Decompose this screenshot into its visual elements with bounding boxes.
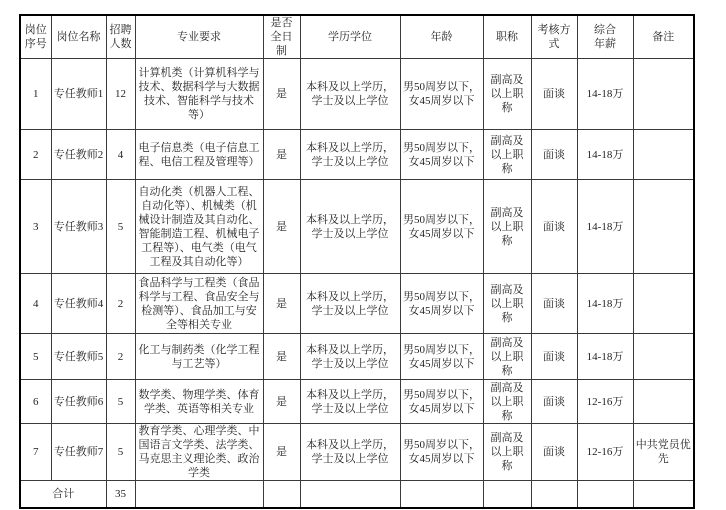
cell-method: 面谈 bbox=[531, 380, 577, 424]
cell-total-label: 合计 bbox=[20, 481, 106, 508]
header-salary bbox=[577, 15, 633, 59]
cell-headcount: 5 bbox=[106, 180, 135, 274]
cell-headcount: 2 bbox=[106, 274, 135, 334]
cell-headcount: 12 bbox=[106, 59, 135, 130]
total-row bbox=[20, 481, 694, 508]
cell-post-no: 4 bbox=[20, 274, 51, 334]
cell-title: 副高及以上职称 bbox=[483, 274, 531, 334]
cell-post-name: 专任教师6 bbox=[51, 380, 106, 424]
cell-major: 自动化类（机器人工程、自动化等）、机械类（机械设计制造及其自动化、智能制造工程、机械电子工程等）、电气类（电气工程及其自动化等） bbox=[135, 180, 263, 274]
cell-headcount: 4 bbox=[106, 130, 135, 180]
cell-degree: 本科及以上学历，学士及以上学位 bbox=[300, 424, 400, 481]
cell-note bbox=[633, 59, 694, 130]
header-title: 职称 bbox=[483, 15, 531, 59]
cell-empty bbox=[135, 481, 263, 508]
cell-post-no: 3 bbox=[20, 180, 51, 274]
cell-empty bbox=[300, 481, 400, 508]
cell-age: 男50周岁以下，女45周岁以下 bbox=[400, 380, 483, 424]
cell-title: 副高及以上职称 bbox=[483, 380, 531, 424]
cell-age: 男50周岁以下，女45周岁以下 bbox=[400, 334, 483, 380]
cell-title: 副高及以上职称 bbox=[483, 180, 531, 274]
cell-note bbox=[633, 130, 694, 180]
header-age: 年龄 bbox=[400, 15, 483, 59]
cell-salary: 14-18万 bbox=[577, 180, 633, 274]
cell-post-no: 7 bbox=[20, 424, 51, 481]
cell-fulltime: 是 bbox=[263, 180, 300, 274]
cell-age: 男50周岁以下，女45周岁以下 bbox=[400, 274, 483, 334]
table-row bbox=[20, 130, 694, 180]
cell-post-name: 专任教师4 bbox=[51, 274, 106, 334]
cell-empty bbox=[400, 481, 483, 508]
cell-post-no: 6 bbox=[20, 380, 51, 424]
cell-empty bbox=[483, 481, 531, 508]
cell-post-no: 1 bbox=[20, 59, 51, 130]
cell-title: 副高及以上职称 bbox=[483, 130, 531, 180]
cell-fulltime: 是 bbox=[263, 130, 300, 180]
cell-empty bbox=[577, 481, 633, 508]
cell-empty bbox=[633, 481, 694, 508]
cell-major: 教育学类、心理学类、中国语言文学类、法学类、马克思主义理论类、政治学类 bbox=[135, 424, 263, 481]
table-row bbox=[20, 59, 694, 130]
cell-salary: 14-18万 bbox=[577, 59, 633, 130]
cell-method: 面谈 bbox=[531, 59, 577, 130]
header-salary-label: 综合年薪 bbox=[594, 24, 616, 50]
cell-age: 男50周岁以下，女45周岁以下 bbox=[400, 180, 483, 274]
cell-empty bbox=[263, 481, 300, 508]
cell-major: 计算机类（计算机科学与技术、数据科学与大数据技术、智能科学与技术等） bbox=[135, 59, 263, 130]
cell-method: 面谈 bbox=[531, 180, 577, 274]
cell-degree: 本科及以上学历，学士及以上学位 bbox=[300, 59, 400, 130]
cell-method: 面谈 bbox=[531, 274, 577, 334]
cell-major: 化工与制药类（化学工程与工艺等） bbox=[135, 334, 263, 380]
header-row bbox=[20, 15, 694, 59]
cell-degree: 本科及以上学历，学士及以上学位 bbox=[300, 334, 400, 380]
cell-salary: 14-18万 bbox=[577, 274, 633, 334]
cell-post-no: 2 bbox=[20, 130, 51, 180]
cell-title: 副高及以上职称 bbox=[483, 59, 531, 130]
table-row bbox=[20, 334, 694, 380]
cell-empty bbox=[531, 481, 577, 508]
cell-fulltime: 是 bbox=[263, 59, 300, 130]
header-post-no: 岗位序号 bbox=[20, 15, 51, 59]
cell-post-name: 专任教师7 bbox=[51, 424, 106, 481]
table-row bbox=[20, 180, 694, 274]
cell-major: 食品科学与工程类（食品科学与工程、食品安全与检测等）、食品加工与安全等相关专业 bbox=[135, 274, 263, 334]
cell-note bbox=[633, 180, 694, 274]
cell-age: 男50周岁以下，女45周岁以下 bbox=[400, 424, 483, 481]
cell-post-name: 专任教师2 bbox=[51, 130, 106, 180]
table-row bbox=[20, 380, 694, 424]
cell-post-name: 专任教师1 bbox=[51, 59, 106, 130]
table-row bbox=[20, 274, 694, 334]
cell-method: 面谈 bbox=[531, 334, 577, 380]
cell-title: 副高及以上职称 bbox=[483, 424, 531, 481]
header-method: 考核方式 bbox=[531, 15, 577, 59]
cell-degree: 本科及以上学历，学士及以上学位 bbox=[300, 130, 400, 180]
table-row bbox=[20, 424, 694, 481]
cell-salary: 12-16万 bbox=[577, 380, 633, 424]
cell-post-no: 5 bbox=[20, 334, 51, 380]
header-headcount: 招聘人数 bbox=[106, 15, 135, 59]
cell-degree: 本科及以上学历，学士及以上学位 bbox=[300, 380, 400, 424]
cell-degree: 本科及以上学历，学士及以上学位 bbox=[300, 180, 400, 274]
cell-method: 面谈 bbox=[531, 130, 577, 180]
header-major: 专业要求 bbox=[135, 15, 263, 59]
cell-fulltime: 是 bbox=[263, 424, 300, 481]
cell-degree: 本科及以上学历，学士及以上学位 bbox=[300, 274, 400, 334]
cell-total-count: 35 bbox=[106, 481, 135, 508]
header-fulltime: 是否全日制 bbox=[263, 15, 300, 59]
recruitment-table bbox=[19, 14, 695, 509]
cell-age: 男50周岁以下，女45周岁以下 bbox=[400, 130, 483, 180]
cell-note bbox=[633, 334, 694, 380]
cell-salary: 12-16万 bbox=[577, 424, 633, 481]
header-note: 备注 bbox=[633, 15, 694, 59]
cell-fulltime: 是 bbox=[263, 334, 300, 380]
header-post-name: 岗位名称 bbox=[51, 15, 106, 59]
cell-fulltime: 是 bbox=[263, 380, 300, 424]
cell-salary: 14-18万 bbox=[577, 130, 633, 180]
cell-headcount: 5 bbox=[106, 424, 135, 481]
cell-post-name: 专任教师5 bbox=[51, 334, 106, 380]
cell-major: 电子信息类（电子信息工程、电信工程及管理等） bbox=[135, 130, 263, 180]
cell-headcount: 5 bbox=[106, 380, 135, 424]
cell-note bbox=[633, 380, 694, 424]
cell-headcount: 2 bbox=[106, 334, 135, 380]
cell-note bbox=[633, 274, 694, 334]
cell-fulltime: 是 bbox=[263, 274, 300, 334]
cell-major: 数学类、物理学类、体育学类、英语等相关专业 bbox=[135, 380, 263, 424]
cell-method: 面谈 bbox=[531, 424, 577, 481]
cell-note: 中共党员优先 bbox=[633, 424, 694, 481]
cell-salary: 14-18万 bbox=[577, 334, 633, 380]
cell-title: 副高及以上职称 bbox=[483, 334, 531, 380]
cell-post-name: 专任教师3 bbox=[51, 180, 106, 274]
cell-age: 男50周岁以下，女45周岁以下 bbox=[400, 59, 483, 130]
header-degree: 学历学位 bbox=[300, 15, 400, 59]
